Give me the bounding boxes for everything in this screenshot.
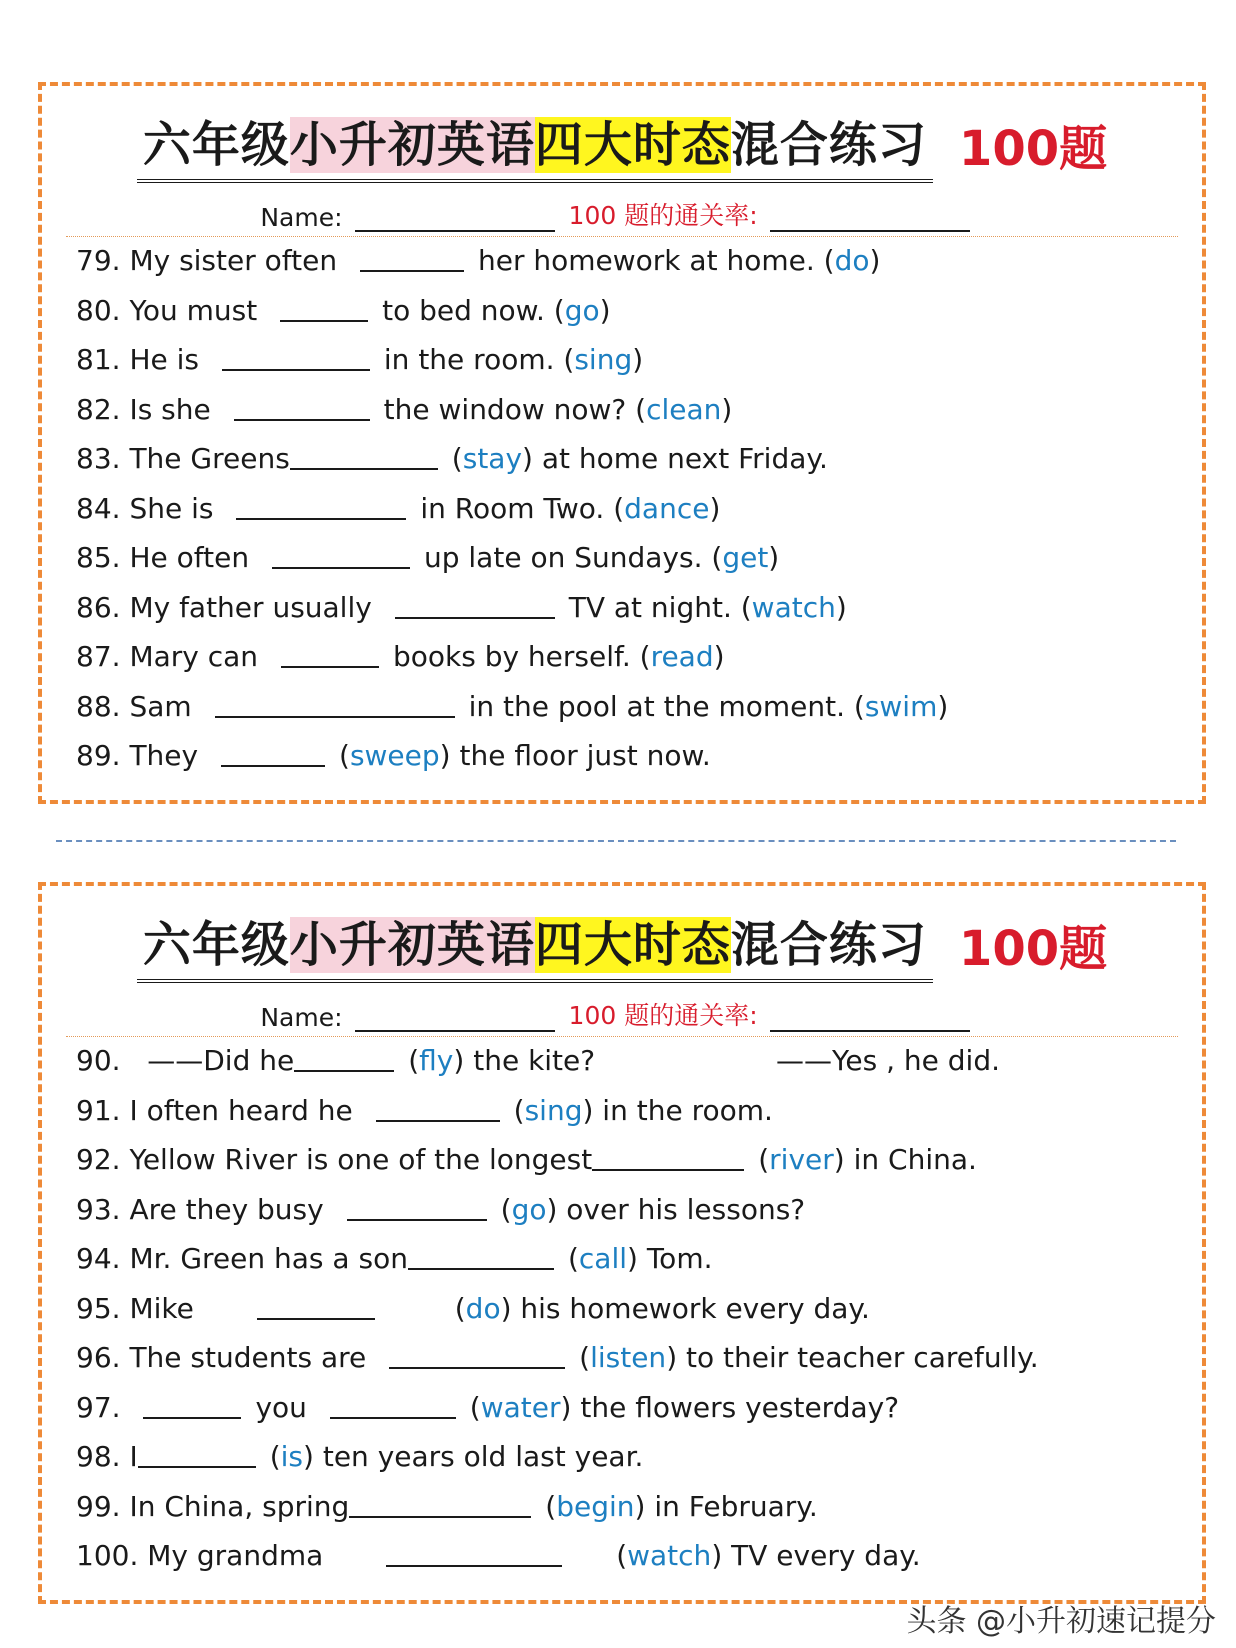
question-number: 82. [76,392,121,426]
verb-hint: is [280,1440,304,1473]
verb-hint: listen [590,1341,667,1374]
pass-rate-label: 100 题的通关率: [568,201,758,230]
question-number: 85. [76,541,121,574]
question-text: ) in the room. [582,1093,773,1127]
question-text: ) [937,689,949,723]
name-field[interactable] [355,1008,555,1032]
question-number: 94. [76,1242,121,1275]
question-list [76,236,1182,781]
question-number: 86. [76,590,121,624]
verb-hint: clean [646,392,722,426]
name-row [66,998,1178,1037]
answer-blank[interactable] [257,1288,375,1320]
question-number: 91. [76,1093,121,1127]
question-item [76,632,1182,682]
question-text: She is [129,491,214,525]
question-text: Are they busy [129,1192,324,1226]
title-part: 六年级 [142,116,290,173]
question-text: Yellow River is one of the longest [129,1143,593,1176]
question-number: 90. [76,1044,121,1077]
answer-blank[interactable] [330,1387,456,1419]
question-text: TV at night. ( [568,590,752,624]
question-text: up late on Sundays. ( [423,541,723,574]
question-text: ( [616,1539,628,1572]
pass-rate-field[interactable] [770,208,970,232]
question-text: the window now? ( [383,392,647,426]
question-number: 100. [76,1539,139,1572]
question-text: ) to their teacher carefully. [666,1341,1039,1374]
question-number: 81. [76,343,121,376]
worksheet-title [137,906,933,983]
answer-blank[interactable] [281,636,379,668]
worksheet-2 [38,882,1206,1604]
question-text: ( [451,442,463,475]
question-item [76,286,1182,336]
verb-hint: do [834,244,870,277]
worksheet-title-row [42,104,1202,184]
question-item [76,533,1182,583]
question-text: ) [599,293,611,327]
verb-hint: sing [524,1093,583,1127]
question-text: Mike [129,1291,194,1325]
question-text: ) [721,392,733,426]
question-item [76,1234,1182,1284]
question-text: He is [129,343,199,376]
question-number: 96. [76,1341,121,1374]
question-text: ) the flowers yesterday? [560,1390,900,1424]
verb-hint: go [564,293,600,327]
question-text: ( [269,1440,281,1473]
verb-hint: read [650,640,714,673]
question-text: ) ten years old last year. [303,1440,644,1473]
question-item [76,1185,1182,1235]
question-text: ) [632,343,644,376]
question-text: Is she [129,392,211,426]
answer-blank[interactable] [222,339,370,371]
question-text: ) [835,590,847,624]
title-part-highlight-pink: 小升初英语 [289,916,535,973]
question-list [76,1036,1182,1581]
question-item [76,385,1182,435]
question-item [76,1284,1182,1334]
question-text: My father usually [129,590,372,624]
question-number: 89. [76,739,121,772]
verb-hint: begin [556,1489,635,1523]
answer-blank[interactable] [138,1436,256,1468]
question-number: 79. [76,244,121,277]
question-item [76,583,1182,633]
question-text: Mr. Green has a son [129,1242,408,1275]
question-text: in the room. ( [383,343,575,376]
question-text: to bed now. ( [382,293,565,327]
question-answer-text: ——Yes , he did. [776,1044,1000,1077]
question-number: 99. [76,1489,121,1523]
question-item [76,1086,1182,1136]
question-text: ( [408,1044,420,1077]
verb-hint: get [722,541,769,574]
answer-blank[interactable] [395,587,555,619]
pass-rate-field[interactable] [770,1008,970,1032]
question-number: 88. [76,689,121,723]
question-text: In China, spring [129,1489,350,1523]
title-part: 混合练习 [730,116,927,173]
question-text: ) [768,541,780,574]
title-part-highlight-yellow: 四大时态 [534,116,731,173]
question-number: 80. [76,293,121,327]
question-text: ) [709,491,721,525]
question-text: ) at home next Friday. [522,442,828,475]
pass-rate-label: 100 题的通关率: [568,1001,758,1030]
question-text: My grandma [147,1539,324,1572]
question-count: 100题 [958,920,1108,977]
verb-hint: sweep [349,739,440,772]
question-text: ( [758,1143,770,1176]
answer-blank[interactable] [221,735,325,767]
question-text: I often heard he [129,1093,353,1127]
verb-hint: dance [624,491,710,525]
question-text: ) in February. [634,1489,818,1523]
question-text: books by herself. ( [392,640,651,673]
question-text: ( [545,1489,557,1523]
verb-hint: swim [864,689,938,723]
answer-blank[interactable] [143,1387,241,1419]
name-label: Name: [260,1003,343,1032]
answer-blank[interactable] [360,240,464,272]
question-text: ( [579,1341,591,1374]
question-text: He often [129,541,250,574]
answer-blank[interactable] [272,537,410,569]
question-item [76,1432,1182,1482]
answer-blank[interactable] [347,1189,487,1221]
question-text: in Room Two. ( [420,491,625,525]
question-text: ) over his lessons? [546,1192,806,1226]
question-count: 100题 [958,120,1108,177]
verb-hint: river [769,1143,834,1176]
answer-blank[interactable] [376,1090,500,1122]
question-number: 98. [76,1440,121,1473]
question-text: Sam [129,689,192,723]
title-part: 六年级 [142,916,290,973]
question-text: ——Did he [147,1044,295,1077]
question-item [76,434,1182,484]
question-text: ) the floor just now. [439,739,711,772]
question-item [76,731,1182,781]
worksheet-title-row [42,904,1202,984]
question-text: You must [129,293,258,327]
answer-blank[interactable] [408,1238,554,1270]
question-text: ) his homework every day. [500,1291,870,1325]
question-item [76,1531,1182,1581]
title-part-highlight-pink: 小升初英语 [289,116,535,173]
question-number: 84. [76,491,121,525]
answer-blank[interactable] [290,438,438,470]
question-text: you [255,1390,307,1424]
question-text: in the pool at the moment. ( [468,689,865,723]
answer-blank[interactable] [215,686,455,718]
question-text: her homework at home. ( [478,244,835,277]
name-field[interactable] [355,208,555,232]
question-item [76,682,1182,732]
question-text: ) [713,640,725,673]
question-text: ( [469,1390,481,1424]
question-number: 93. [76,1192,121,1226]
question-number: 87. [76,640,121,673]
question-text: ( [567,1242,579,1275]
question-text: The Greens [129,442,290,475]
verb-hint: water [480,1390,561,1424]
question-item [76,1482,1182,1532]
verb-hint: sing [574,343,633,376]
worksheet-1 [38,82,1206,804]
verb-hint: go [511,1192,547,1226]
question-text: ) [869,244,881,277]
verb-hint: fly [419,1044,454,1077]
answer-blank[interactable] [386,1535,562,1567]
verb-hint: watch [627,1539,712,1572]
question-item [76,1036,1182,1086]
question-item [76,335,1182,385]
answer-blank[interactable] [349,1486,531,1518]
question-item [76,1383,1182,1433]
question-text: Mary can [129,640,259,673]
question-text: They [129,739,199,772]
question-text: ) in China. [833,1143,977,1176]
question-text: ( [513,1093,525,1127]
question-text: I [129,1440,138,1473]
question-number: 92. [76,1143,121,1176]
worksheet-title [137,106,933,183]
question-item [76,1333,1182,1383]
question-number: 97. [76,1390,121,1424]
verb-hint: call [578,1242,628,1275]
verb-hint: do [465,1291,501,1325]
question-text: My sister often [129,244,338,277]
question-text: ) TV every day. [711,1539,921,1572]
name-label: Name: [260,203,343,232]
section-divider [56,840,1176,842]
verb-hint: stay [462,442,523,475]
question-text: ( [500,1192,512,1226]
question-item [76,236,1182,286]
question-text: The students are [129,1341,367,1374]
question-number: 95. [76,1291,121,1325]
question-item [76,1135,1182,1185]
answer-blank[interactable] [294,1040,394,1072]
question-text: ) Tom. [627,1242,713,1275]
title-part: 混合练习 [730,916,927,973]
answer-blank[interactable] [236,488,406,520]
answer-blank[interactable] [389,1337,565,1369]
question-number: 83. [76,442,121,475]
question-text: ( [454,1291,466,1325]
question-text: ) the kite? [453,1044,596,1077]
name-row [66,198,1178,237]
answer-blank[interactable] [234,389,370,421]
question-text: ( [339,739,350,772]
title-part-highlight-yellow: 四大时态 [534,916,731,973]
watermark: 头条 @小升初速记提分 [906,1604,1216,1639]
answer-blank[interactable] [280,290,368,322]
question-item [76,484,1182,534]
verb-hint: watch [751,590,836,624]
answer-blank[interactable] [592,1139,744,1171]
